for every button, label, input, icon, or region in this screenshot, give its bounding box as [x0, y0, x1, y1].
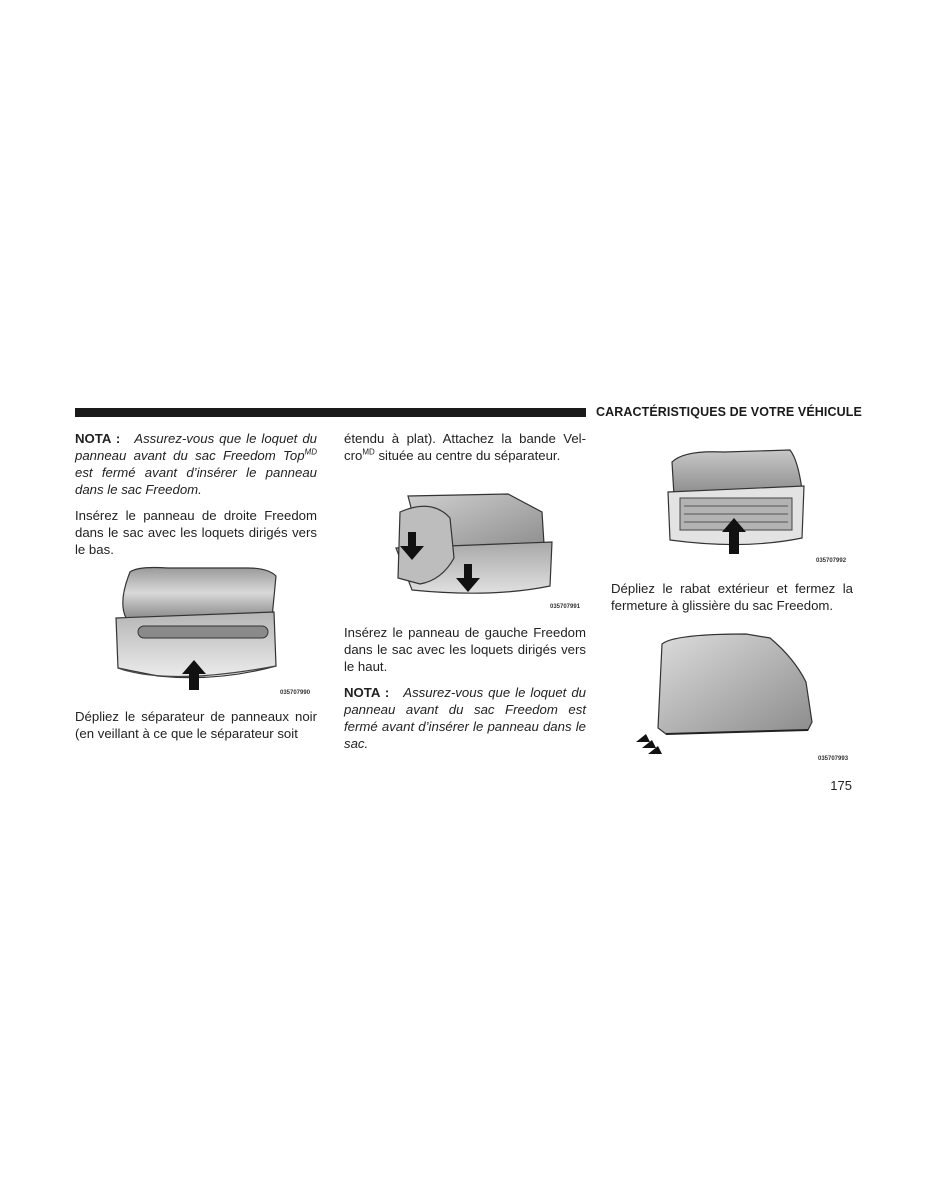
- figure-4-bag-closed: [626, 630, 856, 765]
- col2-paragraph-1-sup: MD: [362, 447, 375, 457]
- note-2-text: Assurez-vous que le loquet du panneau avant du sac Freedom est fermé avant d’insérer le panneau dans le sac.: [344, 685, 586, 751]
- column-3: [611, 580, 853, 623]
- col2-paragraph-2: Insérez le panneau de gauche Freedom dans le sac avec les loquets dirigés vers le haut.: [344, 625, 586, 674]
- header-rule: [75, 408, 586, 417]
- figure-1-bag-right-panel: [108, 562, 318, 702]
- column-1: [75, 430, 317, 567]
- note-1-text-part1: Assurez-vous que le loquet du panneau avant du sac Freedom Top: [75, 431, 317, 463]
- figure-2-code: 035707991: [550, 604, 581, 610]
- note-1: [75, 430, 317, 498]
- col2-paragraph-1-part1: étendu à plat). Attachez la bande Vel-cro: [344, 431, 586, 463]
- col1-paragraph-1: Insérez le panneau de droite Freedom dans le sac avec les loquets dirigés vers le bas.: [75, 508, 317, 557]
- col2-paragraph-1: [344, 430, 586, 464]
- column-2: [344, 430, 586, 473]
- figure-3-code: 035707992: [816, 558, 847, 564]
- note-1-text-part2: est fermé avant d’insérer le panneau dans le sac Freedom.: [75, 465, 317, 497]
- page-number: 175: [830, 778, 852, 793]
- figure-4-code: 035707993: [818, 756, 849, 762]
- note-2: [344, 684, 586, 752]
- note-1-sup: MD: [304, 447, 317, 457]
- col3-paragraph-1: Dépliez le rabat extérieur et fermez la fermeture à glissière du sac Freedom.: [611, 581, 853, 613]
- col2-paragraph-1-part2: située au centre du séparateur.: [374, 448, 561, 463]
- column-1-bottom: [75, 708, 317, 751]
- note-2-label: NOTA :: [344, 685, 390, 700]
- column-2-bottom: [344, 624, 586, 761]
- col1-paragraph-2: Dépliez le séparateur de panneaux noir (en veillant à ce que le séparateur soit: [75, 709, 317, 741]
- section-title: CARACTÉRISTIQUES DE VOTRE VÉHICULE: [596, 405, 862, 419]
- note-1-label: NOTA :: [75, 431, 121, 446]
- figure-2-bag-left-panel: [392, 488, 581, 613]
- figure-1-code: 035707990: [280, 690, 311, 696]
- figure-3-bag-inserted: [664, 444, 854, 562]
